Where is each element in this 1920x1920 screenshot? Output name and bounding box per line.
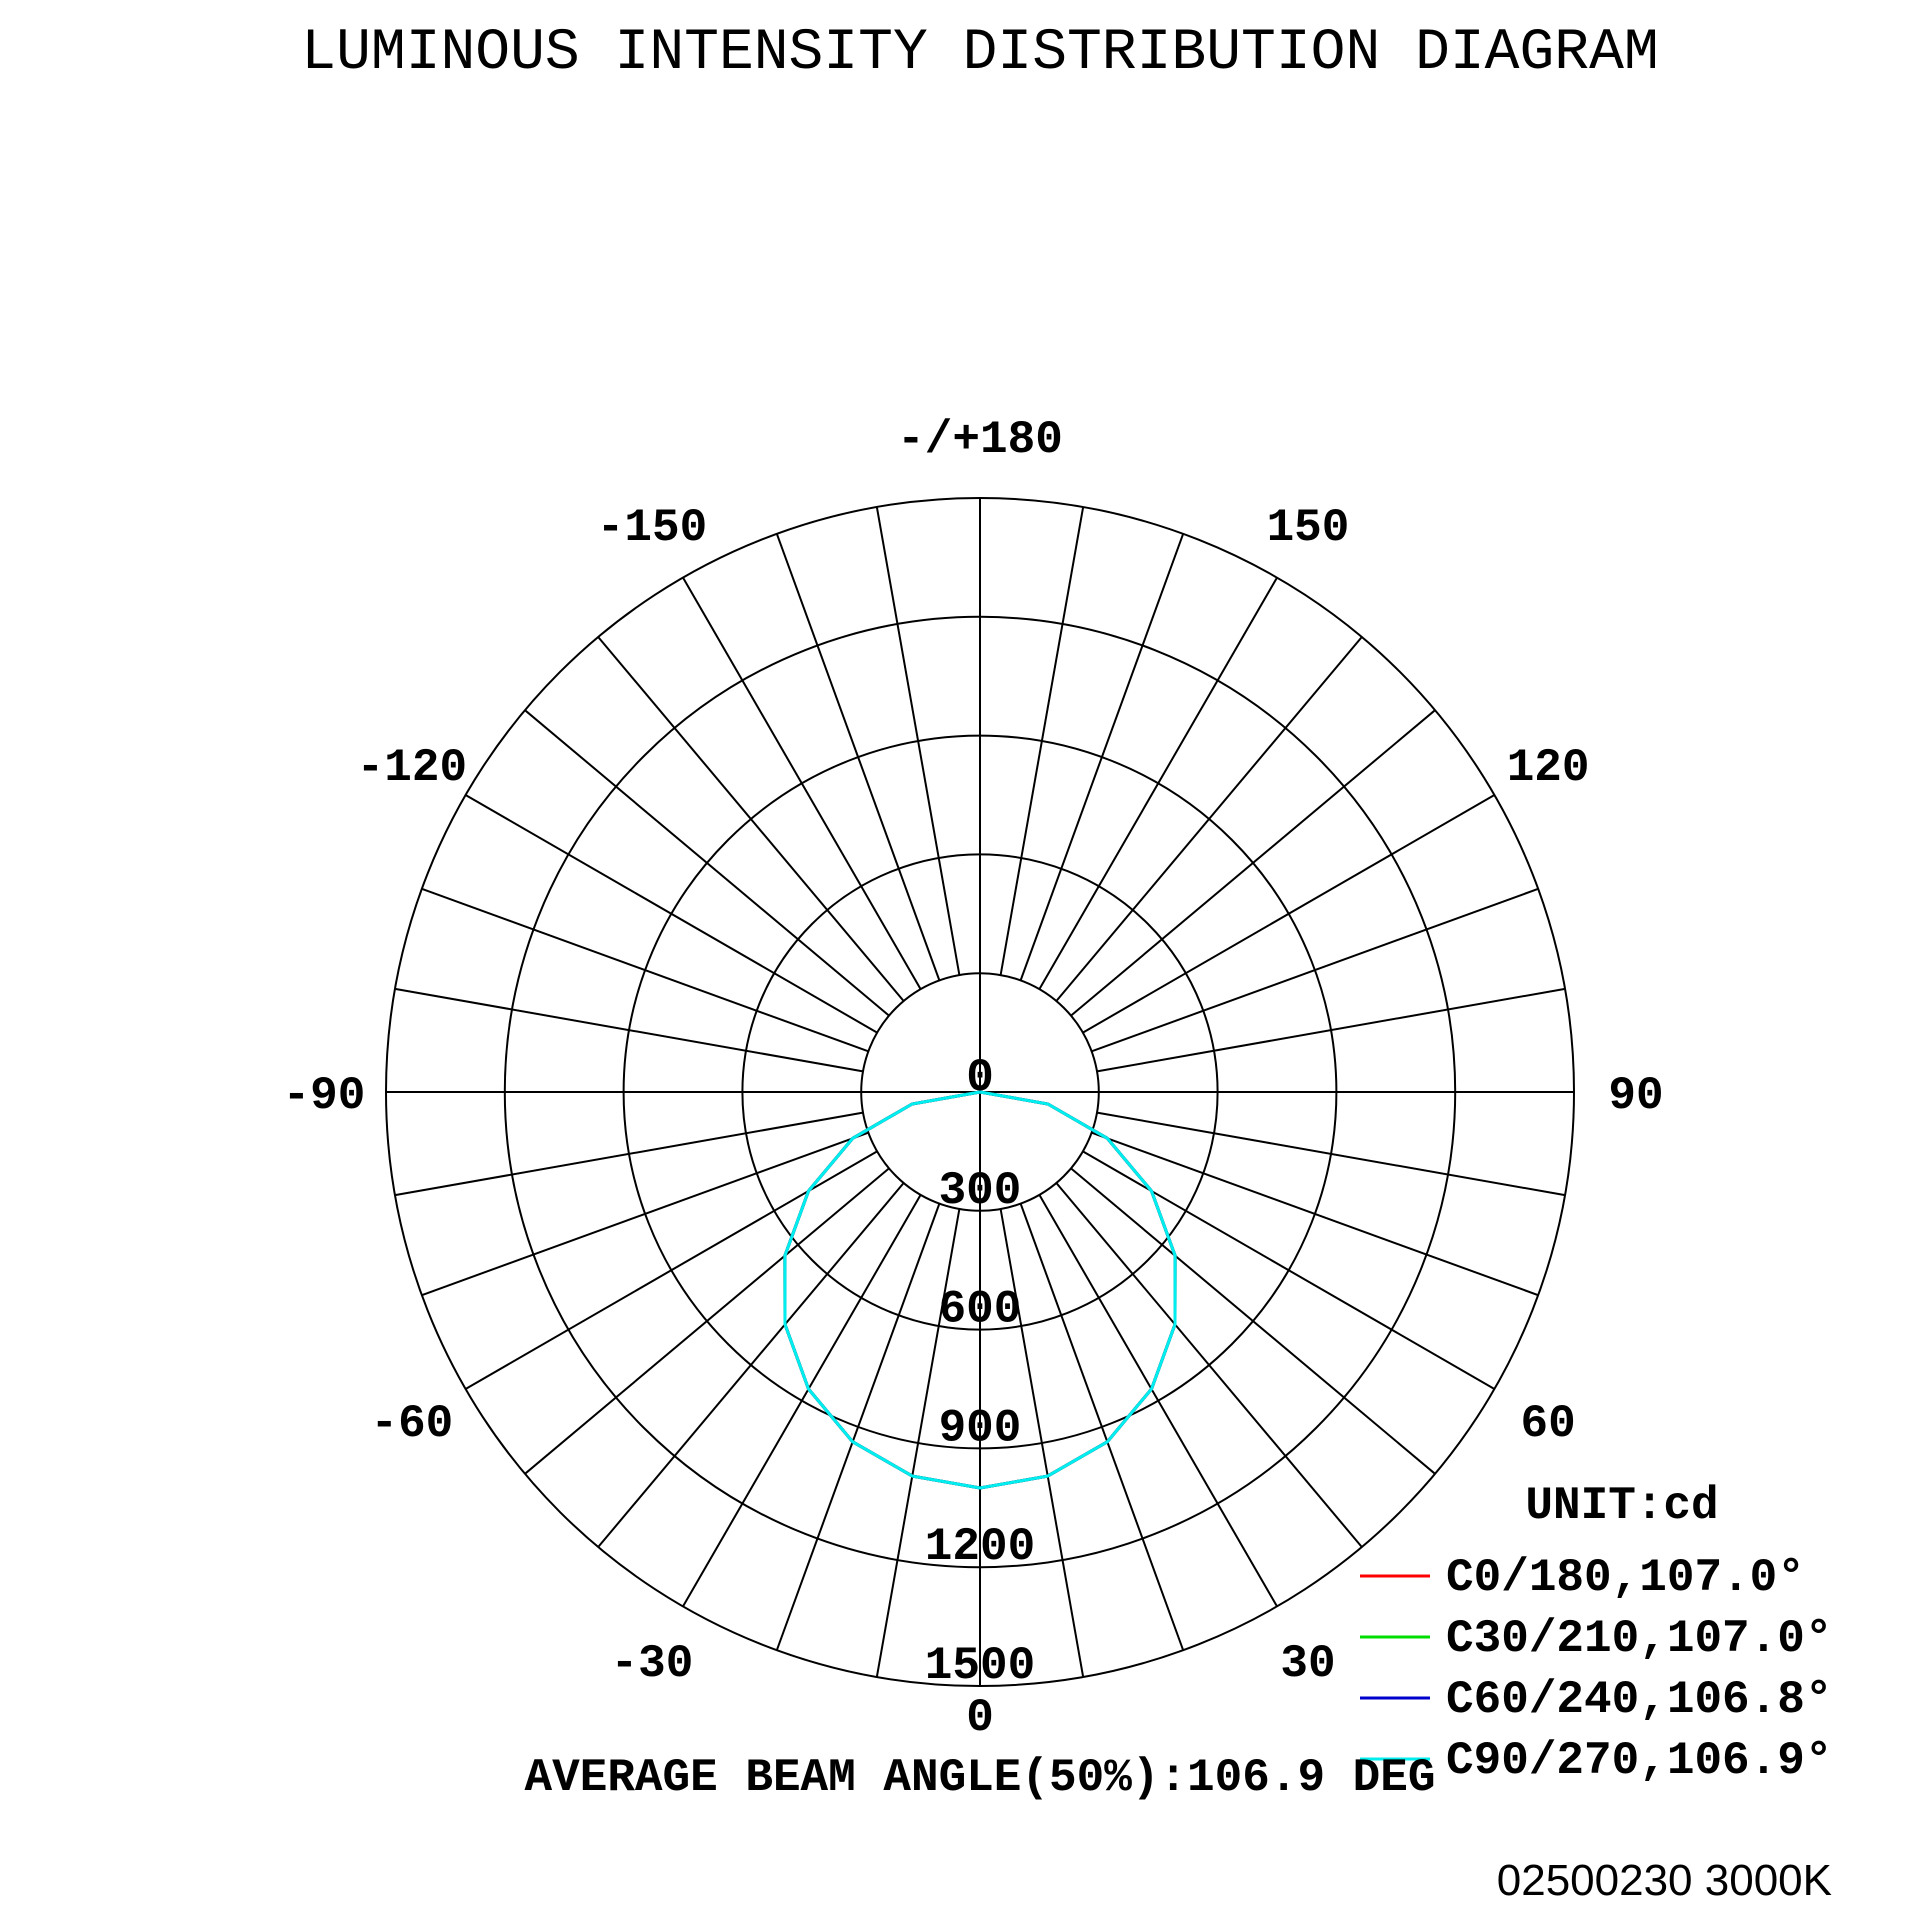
angle-label-m60: -60	[370, 1398, 454, 1450]
legend-entry-1: C30/210,107.0°	[1446, 1613, 1833, 1665]
radial-tick-1200: 1200	[924, 1521, 1036, 1574]
angle-label-30: 30	[1280, 1638, 1336, 1691]
angle-label-m150: -150	[596, 501, 708, 554]
grid-spoke-80	[1097, 1113, 1565, 1196]
grid-spoke-130	[1071, 710, 1435, 1015]
grid-spoke-170	[1001, 507, 1084, 975]
radial-tick-1500: 1500	[924, 1640, 1036, 1692]
radial-tick-300: 300	[938, 1164, 1022, 1217]
grid-spoke-320	[598, 1183, 903, 1547]
footer-label: 02500230 3000K	[1496, 1856, 1832, 1905]
grid-spoke-190	[877, 507, 960, 975]
angle-label-m90: -90	[282, 1070, 366, 1122]
unit-label: UNIT:cd	[1525, 1480, 1719, 1532]
beam-angle-label: AVERAGE BEAM ANGLE(50%):106.9 DEG	[524, 1752, 1436, 1804]
chart-title: LUMINOUS INTENSITY DISTRIBUTION DIAGRAM	[301, 21, 1659, 86]
grid-spoke-280	[395, 1113, 863, 1196]
angle-label-150: 150	[1266, 501, 1350, 554]
grid-spoke-260	[395, 989, 863, 1072]
legend-entry-0: C0/180,107.0°	[1446, 1552, 1805, 1604]
grid-spoke-300	[466, 1151, 878, 1389]
radial-tick-900: 900	[938, 1402, 1022, 1455]
grid-spoke-200	[777, 534, 940, 981]
grid-spoke-30	[1039, 1195, 1277, 1607]
grid-spoke-220	[598, 637, 903, 1001]
grid-spoke-330	[683, 1195, 921, 1607]
angle-label-m30: -30	[610, 1638, 694, 1691]
grid-spoke-110	[1092, 889, 1539, 1052]
grid-spoke-150	[1039, 578, 1277, 990]
grid-spoke-120	[1083, 795, 1495, 1033]
angle-label-m120: -120	[356, 742, 468, 794]
angle-label-90: 90	[1608, 1070, 1664, 1122]
grid-spoke-50	[1071, 1168, 1435, 1473]
grid-spoke-40	[1056, 1183, 1361, 1547]
legend-entry-2: C60/240,106.8°	[1446, 1674, 1833, 1726]
grid-spoke-340	[777, 1204, 940, 1651]
radial-tick-600: 600	[938, 1283, 1022, 1336]
grid-spoke-20	[1021, 1204, 1184, 1651]
grid-spoke-250	[422, 889, 869, 1052]
grid-spoke-100	[1097, 989, 1565, 1072]
center-label: 0	[966, 1052, 994, 1104]
angle-label-180: -/+180	[897, 414, 1063, 466]
grid-spoke-140	[1056, 637, 1361, 1001]
grid-spoke-60	[1083, 1151, 1495, 1389]
legend-entry-3: C90/270,106.9°	[1446, 1735, 1833, 1787]
angle-label-60: 60	[1520, 1398, 1576, 1450]
grid-spoke-230	[525, 710, 889, 1015]
angle-label-120: 120	[1506, 742, 1590, 794]
grid-spoke-240	[466, 795, 878, 1033]
grid-spoke-210	[683, 578, 921, 990]
angle-label-0: 0	[966, 1692, 994, 1744]
grid-spoke-160	[1021, 534, 1184, 981]
grid-spoke-310	[525, 1168, 889, 1473]
